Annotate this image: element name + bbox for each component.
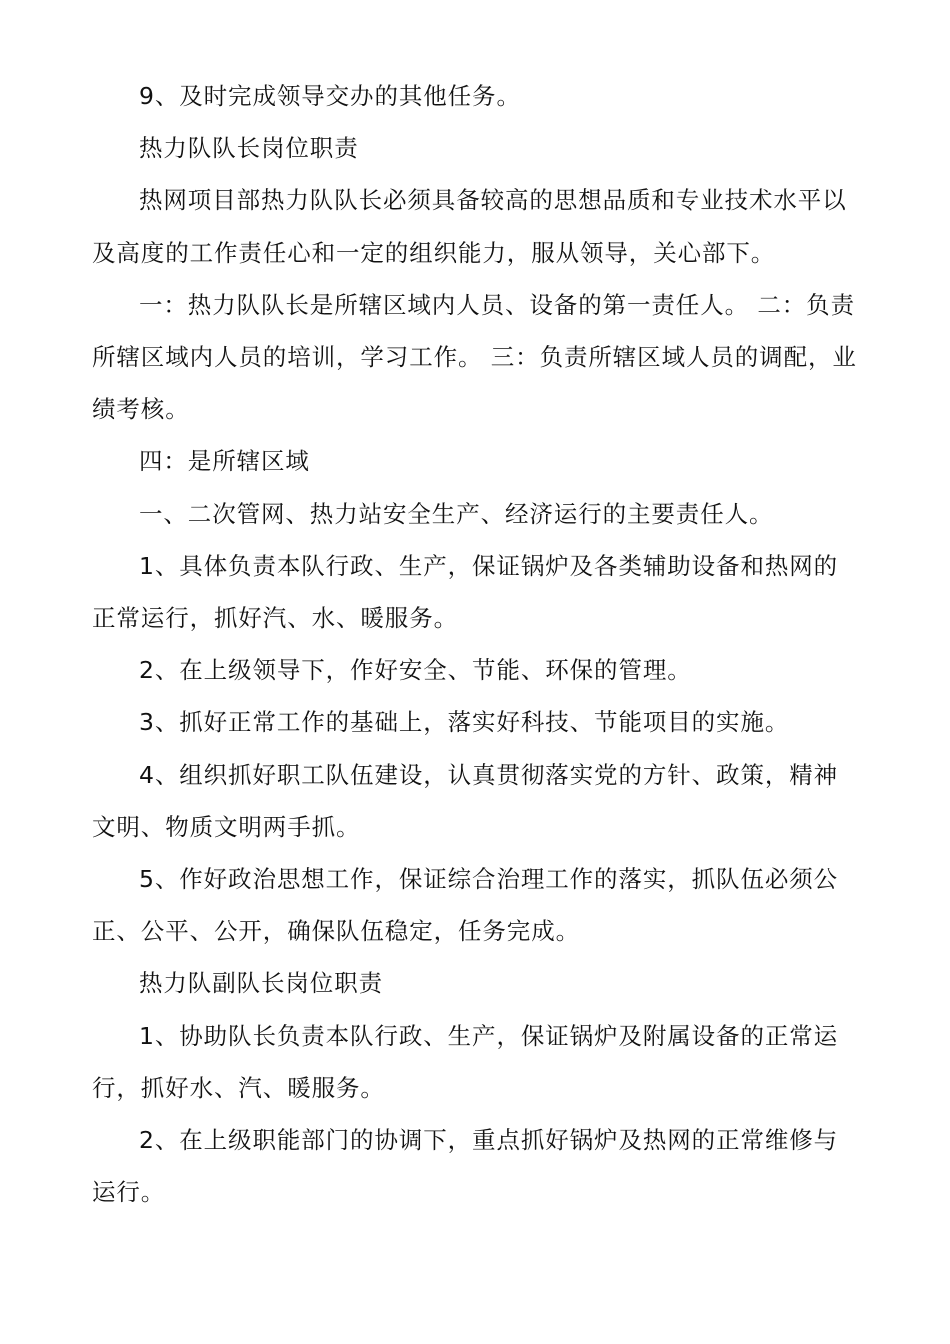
paragraph-item-1: 1、具体负责本队行政、生产，保证锅炉及各类辅助设备和热网的正常运行，抓好汽、水、暖服务。 — [92, 551, 839, 633]
paragraph-deputy-item-2: 2、在上级职能部门的协调下，重点抓好锅炉及热网的正常维修与运行。 — [92, 1126, 839, 1207]
paragraph-item-3: 3、抓好正常工作的基础上，落实好科技、节能项目的实施。 — [139, 708, 790, 737]
paragraph-item-2: 2、在上级领导下，作好安全、节能、环保的管理。 — [139, 656, 692, 685]
paragraph-main-responsible: 一、二次管网、热力站安全生产、经济运行的主要责任人。 — [139, 499, 774, 528]
paragraph-task-9: 9、及时完成领导交办的其他任务。 — [139, 82, 521, 110]
paragraph-responsibility-4: 四：是所辖区域 — [139, 447, 310, 476]
paragraph-deputy-item-1: 1、协助队长负责本队行政、生产，保证锅炉及附属设备的正常运行，抓好水、汽、暖服务。 — [92, 1021, 839, 1102]
paragraph-captain-requirements: 热网项目部热力队队长必须具备较高的思想品质和专业技术水平以及高度的工作责任心和一定的组织能力，服从领导，关心部下。 — [92, 186, 847, 267]
heading-deputy-duties: 热力队副队长岗位职责 — [139, 969, 383, 998]
heading-captain-duties: 热力队队长岗位职责 — [139, 134, 359, 163]
document-body — [92, 70, 858, 1218]
paragraph-item-5: 5、作好政治思想工作，保证综合治理工作的落实，抓队伍必须公正、公平、公开，确保队伍稳定，任务完成。 — [92, 865, 839, 946]
paragraph-item-4: 4、组织抓好职工队伍建设，认真贯彻落实党的方针、政策，精神文明、物质文明两手抓。 — [92, 760, 839, 841]
paragraph-responsibilities-1-3: 一：热力队队长是所辖区域内人员、设备的第一责任人。 二：负责所辖区域内人员的培训，学习工作。 三：负责所辖区域人员的调配，业绩考核。 — [92, 290, 857, 424]
